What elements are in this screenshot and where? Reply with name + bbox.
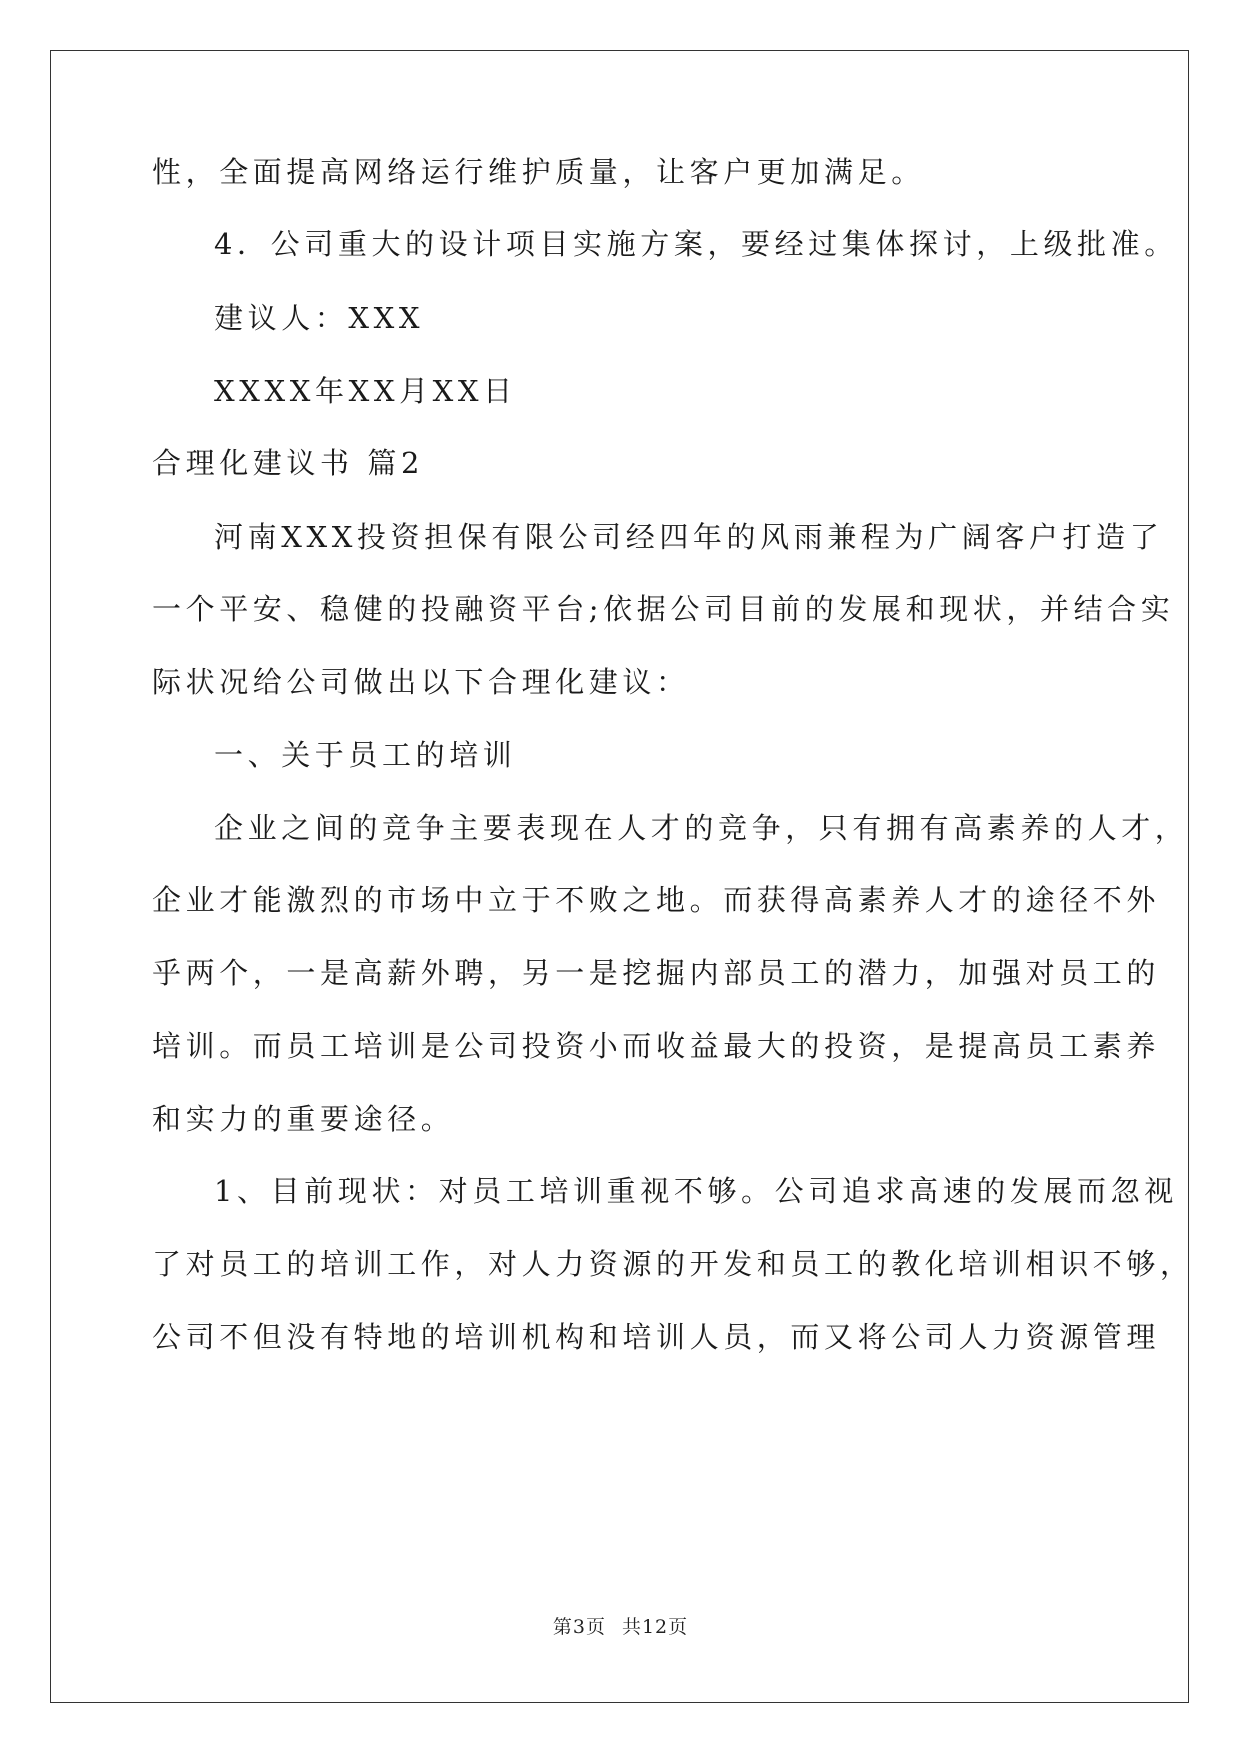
paragraph-line: 培训。而员工培训是公司投资小而收益最大的投资，是提高员工素养 <box>152 1029 1161 1063</box>
paragraph-line: 了对员工的培训工作，对人力资源的开发和员工的教化培训相识不够， <box>152 1247 1194 1281</box>
section-heading: 合理化建议书 篇2 <box>152 446 425 480</box>
subheading-training: 一、关于员工的培训 <box>214 738 517 772</box>
paragraph-line: 企业之间的竞争主要表现在人才的竞争，只有拥有高素养的人才， <box>214 811 1189 845</box>
paragraph-continuation: 性，全面提高网络运行维护质量，让客户更加满足。 <box>152 155 925 189</box>
paragraph-line: 企业才能激烈的市场中立于不败之地。而获得高素养人才的途径不外 <box>152 883 1161 917</box>
paragraph-line: 际状况给公司做出以下合理化建议： <box>152 665 690 699</box>
list-item-4: 4．公司重大的设计项目实施方案，要经过集体探讨，上级批准。 <box>214 227 1178 261</box>
paragraph-line: 1、目前现状：对员工培训重视不够。公司追求高速的发展而忽视 <box>214 1174 1178 1208</box>
page-total: 共12页 <box>621 1616 689 1638</box>
page-footer <box>0 1615 1241 1639</box>
paragraph-line: 乎两个，一是高薪外聘，另一是挖掘内部员工的潜力，加强对员工的 <box>152 956 1161 990</box>
paragraph-line: 一个平安、稳健的投融资平台;依据公司目前的发展和现状，并结合实 <box>152 592 1175 626</box>
paragraph-line: 河南XXX投资担保有限公司经四年的风雨兼程为广阔客户打造了 <box>214 520 1164 554</box>
date-line: XXXX年XX月XX日 <box>214 374 517 408</box>
proposer-line: 建议人：XXX <box>214 301 425 335</box>
page-number: 第3页 <box>552 1616 606 1638</box>
paragraph-line: 公司不但没有特地的培训机构和培训人员，而又将公司人力资源管理 <box>152 1320 1161 1354</box>
paragraph-line: 和实力的重要途径。 <box>152 1102 455 1136</box>
